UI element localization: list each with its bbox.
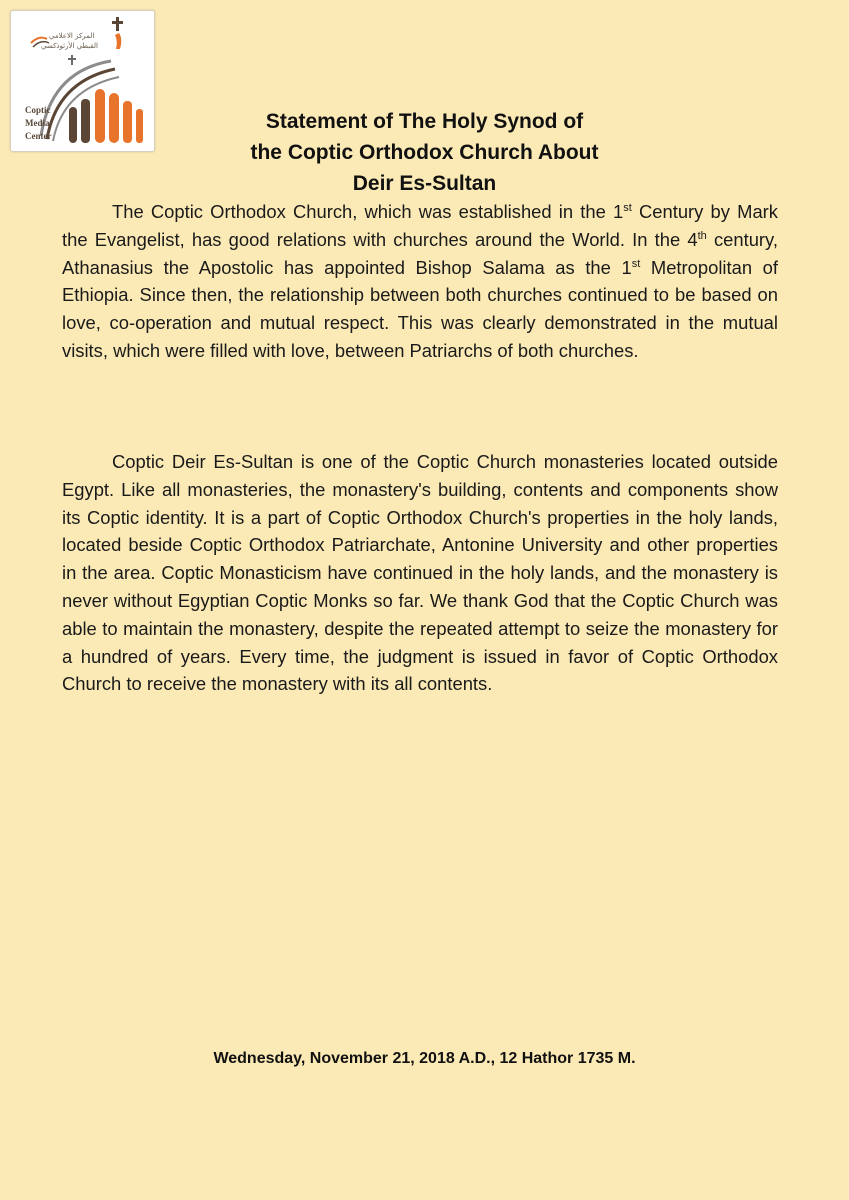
logo-text-media: Media <box>25 118 50 128</box>
paragraph1-text-3: century, Athanasius the Apostolic has appointed Bishop Salama as the 1 <box>62 228 778 278</box>
ordinal-suffix: th <box>697 229 707 242</box>
ordinal-suffix: st <box>631 257 641 270</box>
logo-text-center: Center <box>25 131 52 141</box>
small-cross-icon <box>68 55 76 65</box>
logo-arabic-line-1: المركز الاعلامي <box>49 32 95 40</box>
paragraph-deir-es-sultan <box>62 448 778 698</box>
paragraph2-text: Coptic Deir Es-Sultan is one of the Coptic Church monasteries located outside Egypt. Like all monasteries, the monastery's building, contents and components show its Coptic identity. It is a part of Coptic Orthodox Church's properties in the holy lands, located beside Coptic Orthodox Patriarchate, Antonine University and other properties in the area. Coptic Monasticism have continued in the holy lands, and the monastery is never without Egyptian Coptic Monks so far. We thank God that the Coptic Church was able to maintain the monastery, despite the repeated attempt to seize the monastery for a hundred of years. Every time, the judgment is issued in favor of Coptic Orthodox Church to receive the monastery with its all contents. <box>62 451 778 695</box>
title-line-1: Statement of The Holy Synod of <box>265 110 584 133</box>
paragraph-history <box>62 198 778 365</box>
logo-text-coptic: Coptic <box>25 105 51 115</box>
paragraph1-text-2: Century by Mark the Evangelist, has good relations with churches around the World. In the 4 <box>62 201 779 250</box>
cross-icon <box>112 17 123 31</box>
title-line-2: the Coptic Orthodox Church About <box>250 141 599 164</box>
paragraph1-text-1: The Coptic Orthodox Church, which was established in the 1 <box>112 201 624 222</box>
statement-date: Wednesday, November 21, 2018 A.D., 12 Hathor 1735 M. <box>213 1050 636 1067</box>
title-line-3: Deir Es-Sultan <box>352 172 497 195</box>
statement-title <box>0 106 849 199</box>
logo-arabic-line-2: القبطي الأرثوذكسي <box>41 42 98 50</box>
paragraph1-text-4: Metropolitan of Ethiopia. Since then, the relationship between both churches continued to be based on love, co-operation and mutual respect. This was clearly demonstrated in the mutual visits, which were filled with love, between Patriarchs of both churches. <box>62 256 778 361</box>
ordinal-suffix: st <box>623 202 632 214</box>
